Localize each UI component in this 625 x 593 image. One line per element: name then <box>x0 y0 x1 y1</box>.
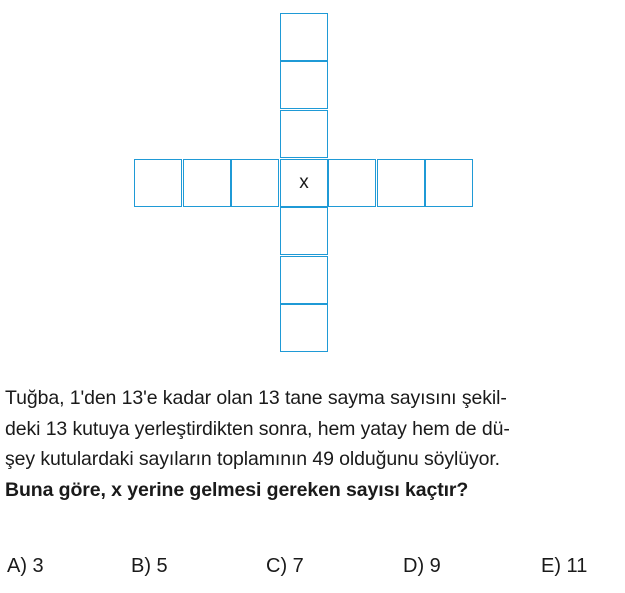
grid-box <box>280 207 328 255</box>
option-a[interactable]: A) 3 <box>7 555 44 577</box>
answer-options <box>0 555 625 585</box>
center-label: x <box>299 172 309 193</box>
grid-box <box>328 159 376 207</box>
grid-box <box>231 159 279 207</box>
question-line: şey kutulardaki sayıların toplamının 49 olduğunu söylüyor. <box>5 448 500 470</box>
option-d[interactable]: D) 9 <box>403 555 441 577</box>
grid-box <box>134 159 182 207</box>
option-c[interactable]: C) 7 <box>266 555 304 577</box>
grid-box <box>280 110 328 158</box>
grid-box <box>280 13 328 61</box>
grid-box <box>280 256 328 304</box>
question-text <box>5 383 623 505</box>
question-line: Tuğba, 1'den 13'e kadar olan 13 tane sayma sayısını şekil- <box>5 387 507 409</box>
question-prompt: Buna göre, x yerine gelmesi gereken sayısı kaçtır? <box>5 478 469 501</box>
option-b[interactable]: B) 5 <box>131 555 168 577</box>
grid-box <box>377 159 425 207</box>
grid-box <box>183 159 231 207</box>
grid-box <box>280 61 328 109</box>
grid-box <box>425 159 473 207</box>
grid-box <box>280 304 328 352</box>
center-box <box>280 159 328 207</box>
option-e[interactable]: E) 11 <box>541 555 588 577</box>
question-line: deki 13 kutuya yerleştirdikten sonra, hem yatay hem de dü- <box>5 417 510 440</box>
